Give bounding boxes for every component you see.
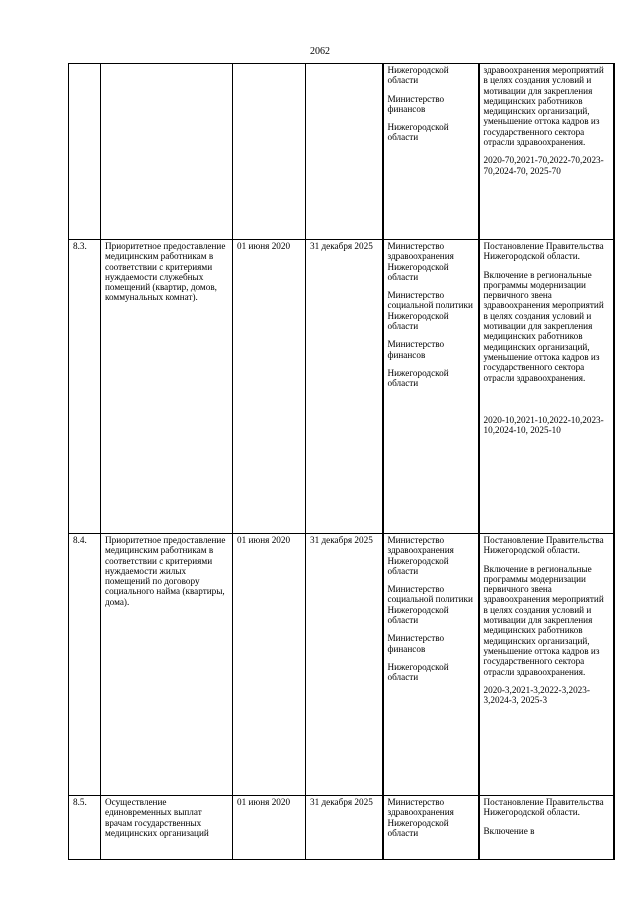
measure-name-cell: Приоритетное предоставление медицинским работникам в соответствии с критериями нуждаемости служебных помещений (квартир, домов, коммунальных комнат).	[101, 240, 233, 534]
start-date-cell	[233, 64, 306, 240]
measures-table	[68, 63, 615, 860]
result-text: Включение в региональные программы модернизации первичного звена здравоохранения мероприятий в целях создания условий и мотивации для закрепления медицинских работников медицинских организаций, уменьшение оттока кадров из государственного сектора отрасли здравоохранения.	[483, 563, 604, 677]
result-cell	[479, 534, 614, 796]
table-row	[69, 534, 614, 796]
measure-name-cell: Приоритетное предоставление медицинским работникам в соответствии с критериями нуждаемости жилых помещений по договору социального найма (квартиры, дома).	[101, 534, 233, 796]
start-date-cell: 01 июня 2020	[233, 796, 306, 860]
start-date-cell: 01 июня 2020	[233, 240, 306, 534]
end-date-cell: 31 декабря 2025	[306, 534, 383, 796]
result-text: Постановление Правительства Нижегородской области.	[483, 797, 604, 818]
row-number-cell: 8.4.	[69, 534, 101, 796]
table-row	[69, 240, 614, 534]
page-number: 2062	[310, 46, 330, 57]
result-text: Включение в	[483, 825, 535, 836]
result-figures: 2020-10,2021-10,2022-10,2023-10,2024-10, 2025-10	[483, 414, 604, 436]
row-number-cell	[69, 64, 101, 240]
result-cell	[479, 240, 614, 534]
executor-text: Министерство здравоохранения Нижегородской области	[387, 797, 454, 838]
executor-text: Нижегородской области	[387, 65, 449, 86]
result-text: Включение в региональные программы модернизации первичного звена здравоохранения мероприятий в целях создания условий и мотивации для закрепления медицинских работников медицинских организаций, уменьшение оттока кадров из государственного сектора отрасли здравоохранения.	[483, 269, 604, 383]
result-text: здравоохранения мероприятий в целях создания условий и мотивации для закрепления медицинских работников медицинских организаций, уменьшение оттока кадров из государственного сектора отрасли здравоохранения.	[483, 65, 604, 148]
executor-text: Нижегородской области	[387, 661, 449, 683]
end-date-cell: 31 декабря 2025	[306, 240, 383, 534]
end-date-cell	[306, 64, 383, 240]
result-text: Постановление Правительства Нижегородской области.	[483, 241, 604, 262]
result-figures: 2020-3,2021-3,2022-3,2023-3,2024-3, 2025-3	[483, 684, 590, 706]
executor-text: Министерство финансов	[387, 633, 445, 654]
executor-text: Министерство здравоохранения Нижегородской области	[387, 535, 454, 576]
table-row	[69, 796, 614, 860]
executor-text: Нижегородской области	[387, 122, 449, 143]
row-number-cell: 8.3.	[69, 240, 101, 534]
executor-cell	[383, 64, 479, 240]
result-text: Постановление Правительства Нижегородской области.	[483, 535, 604, 556]
spacer	[484, 391, 609, 415]
executor-text: Министерство финансов	[387, 339, 445, 360]
executor-text: Министерство финансов	[387, 93, 445, 114]
executor-text: Министерство здравоохранения Нижегородской области	[387, 241, 454, 282]
executor-text: Министерство социальной политики Нижегородской области	[387, 584, 473, 626]
executor-cell	[383, 796, 479, 860]
result-figures: 2020-70,2021-70,2022-70,2023-70,2024-70, 2025-70	[483, 155, 604, 176]
result-cell	[479, 64, 614, 240]
measure-name-cell: Осуществление единовременных выплат врачам государственных медицинских организаций	[101, 796, 233, 860]
executor-cell	[383, 240, 479, 534]
executor-cell	[383, 534, 479, 796]
executor-text: Министерство социальной политики Нижегородской области	[387, 290, 473, 332]
result-cell	[479, 796, 614, 860]
row-number-cell: 8.5.	[69, 796, 101, 860]
start-date-cell: 01 июня 2020	[233, 534, 306, 796]
table-row	[69, 64, 614, 240]
measure-name-cell	[101, 64, 233, 240]
executor-text: Нижегородской области	[387, 367, 449, 389]
end-date-cell: 31 декабря 2025	[306, 796, 383, 860]
